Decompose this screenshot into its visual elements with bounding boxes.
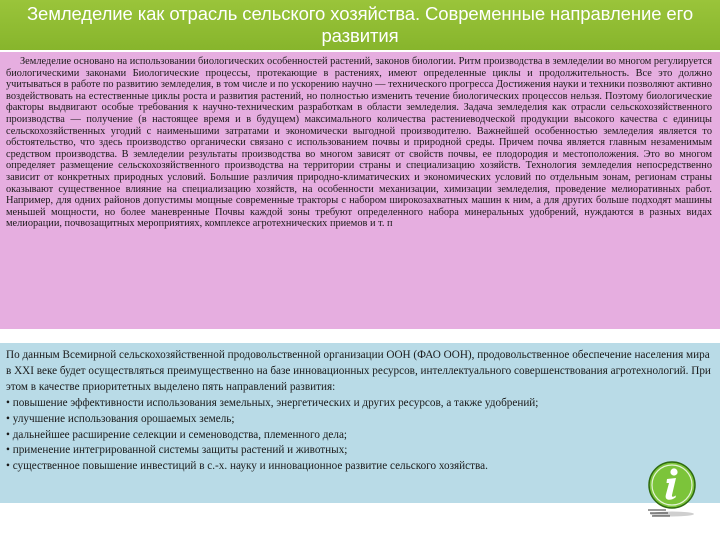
directions-list	[6, 396, 712, 476]
intro-block	[0, 52, 720, 329]
directions-block	[0, 343, 720, 503]
list-item: • дальнейшее расширение селекции и семеноводства, племенного дела;	[6, 428, 348, 441]
list-item: • повышение эффективности использования земельных, энергетических и других ресурсов, а также удобрений;	[6, 396, 539, 409]
page-title: Земледелие как отрасль сельского хозяйства. Современные направление его развития	[26, 3, 694, 46]
directions-paragraph: По данным Всемирной сельскохозяйственной продовольственной организации ООН (ФАО ООН), продовольственное обеспечение населения мира в XXI веке будет осуществляться преимущественно на базе инновационных ресурсов, интеллектуального совершенствования агротехнологий. При этом в качестве приоритетных выделено пять направлений развития:	[6, 349, 711, 393]
list-item: • улучшение использования орошаемых земель;	[6, 412, 235, 425]
info-icon	[646, 458, 698, 518]
list-item: • существенное повышение инвестиций в с.-х. науку и инновационное развитие сельского хозяйства.	[6, 460, 488, 473]
intro-paragraph: Земледелие основано на использовании биологических особенностей растений, законов биологии. Ритм производства в земледелии во многом регулируется биологическими законами Биологические процессы, протекающие в растениях, имеют определенные циклы и продолжительность. Все это должно учитываться в работе по развитию земледелия, в том числе и по ускорению научно — технического прогресса Достижения науки и техники позволяют активно воздействовать на естественные циклы роста и развития растений, но полностью изменить течение биологических процессов нельзя. Поэтому биологические факторы выдвигают особые требования к научно-техническим разработкам в области земледелия. Задача земледелия как отрасли сельскохозяйственного производства — получение (в настоящее время и в будущем) максимального количества растениеводческой продукции высокого качества с единицы сельскохозяйственных угодий с наименьшими затратами и экономически выгодной производителю. Важнейшей особенностью земледелия является то обстоятельство, что здесь производство органически связано с использованием почвы и природной среды. Причем почва является главным незаменимым средством производства. В земледелии результаты производства во многом зависят от свойств почвы, ее плодородия и местоположения. Это во многом определяет размещение сельскохозяйственного производства на территории страны и специализацию хозяйств. Технология земледелия непосредственно зависит от конкретных природных условий. Большие различия природно-климатических и экономических условий по отдельным зонам, регионам страны оказывают существенное влияние на специализацию хозяйств, на особенности механизации, химизации земледелия, проведение мелиоративных работ. Например, для одних районов допустимы мощные современные тракторы с набором широкозахватных машин к ним, а для других больше подходят машины меньшей мощности, но более маневренные Почвы каждой зоны требуют определенного набора минеральных удобрений, нуждаются в разных видах мелиорации, почвозащитных мероприятиях, комплексе агротехнических приемов и т. п	[6, 56, 713, 230]
header-bar	[0, 0, 720, 50]
list-item: • применение интегрированной системы защиты растений и животных;	[6, 444, 348, 457]
